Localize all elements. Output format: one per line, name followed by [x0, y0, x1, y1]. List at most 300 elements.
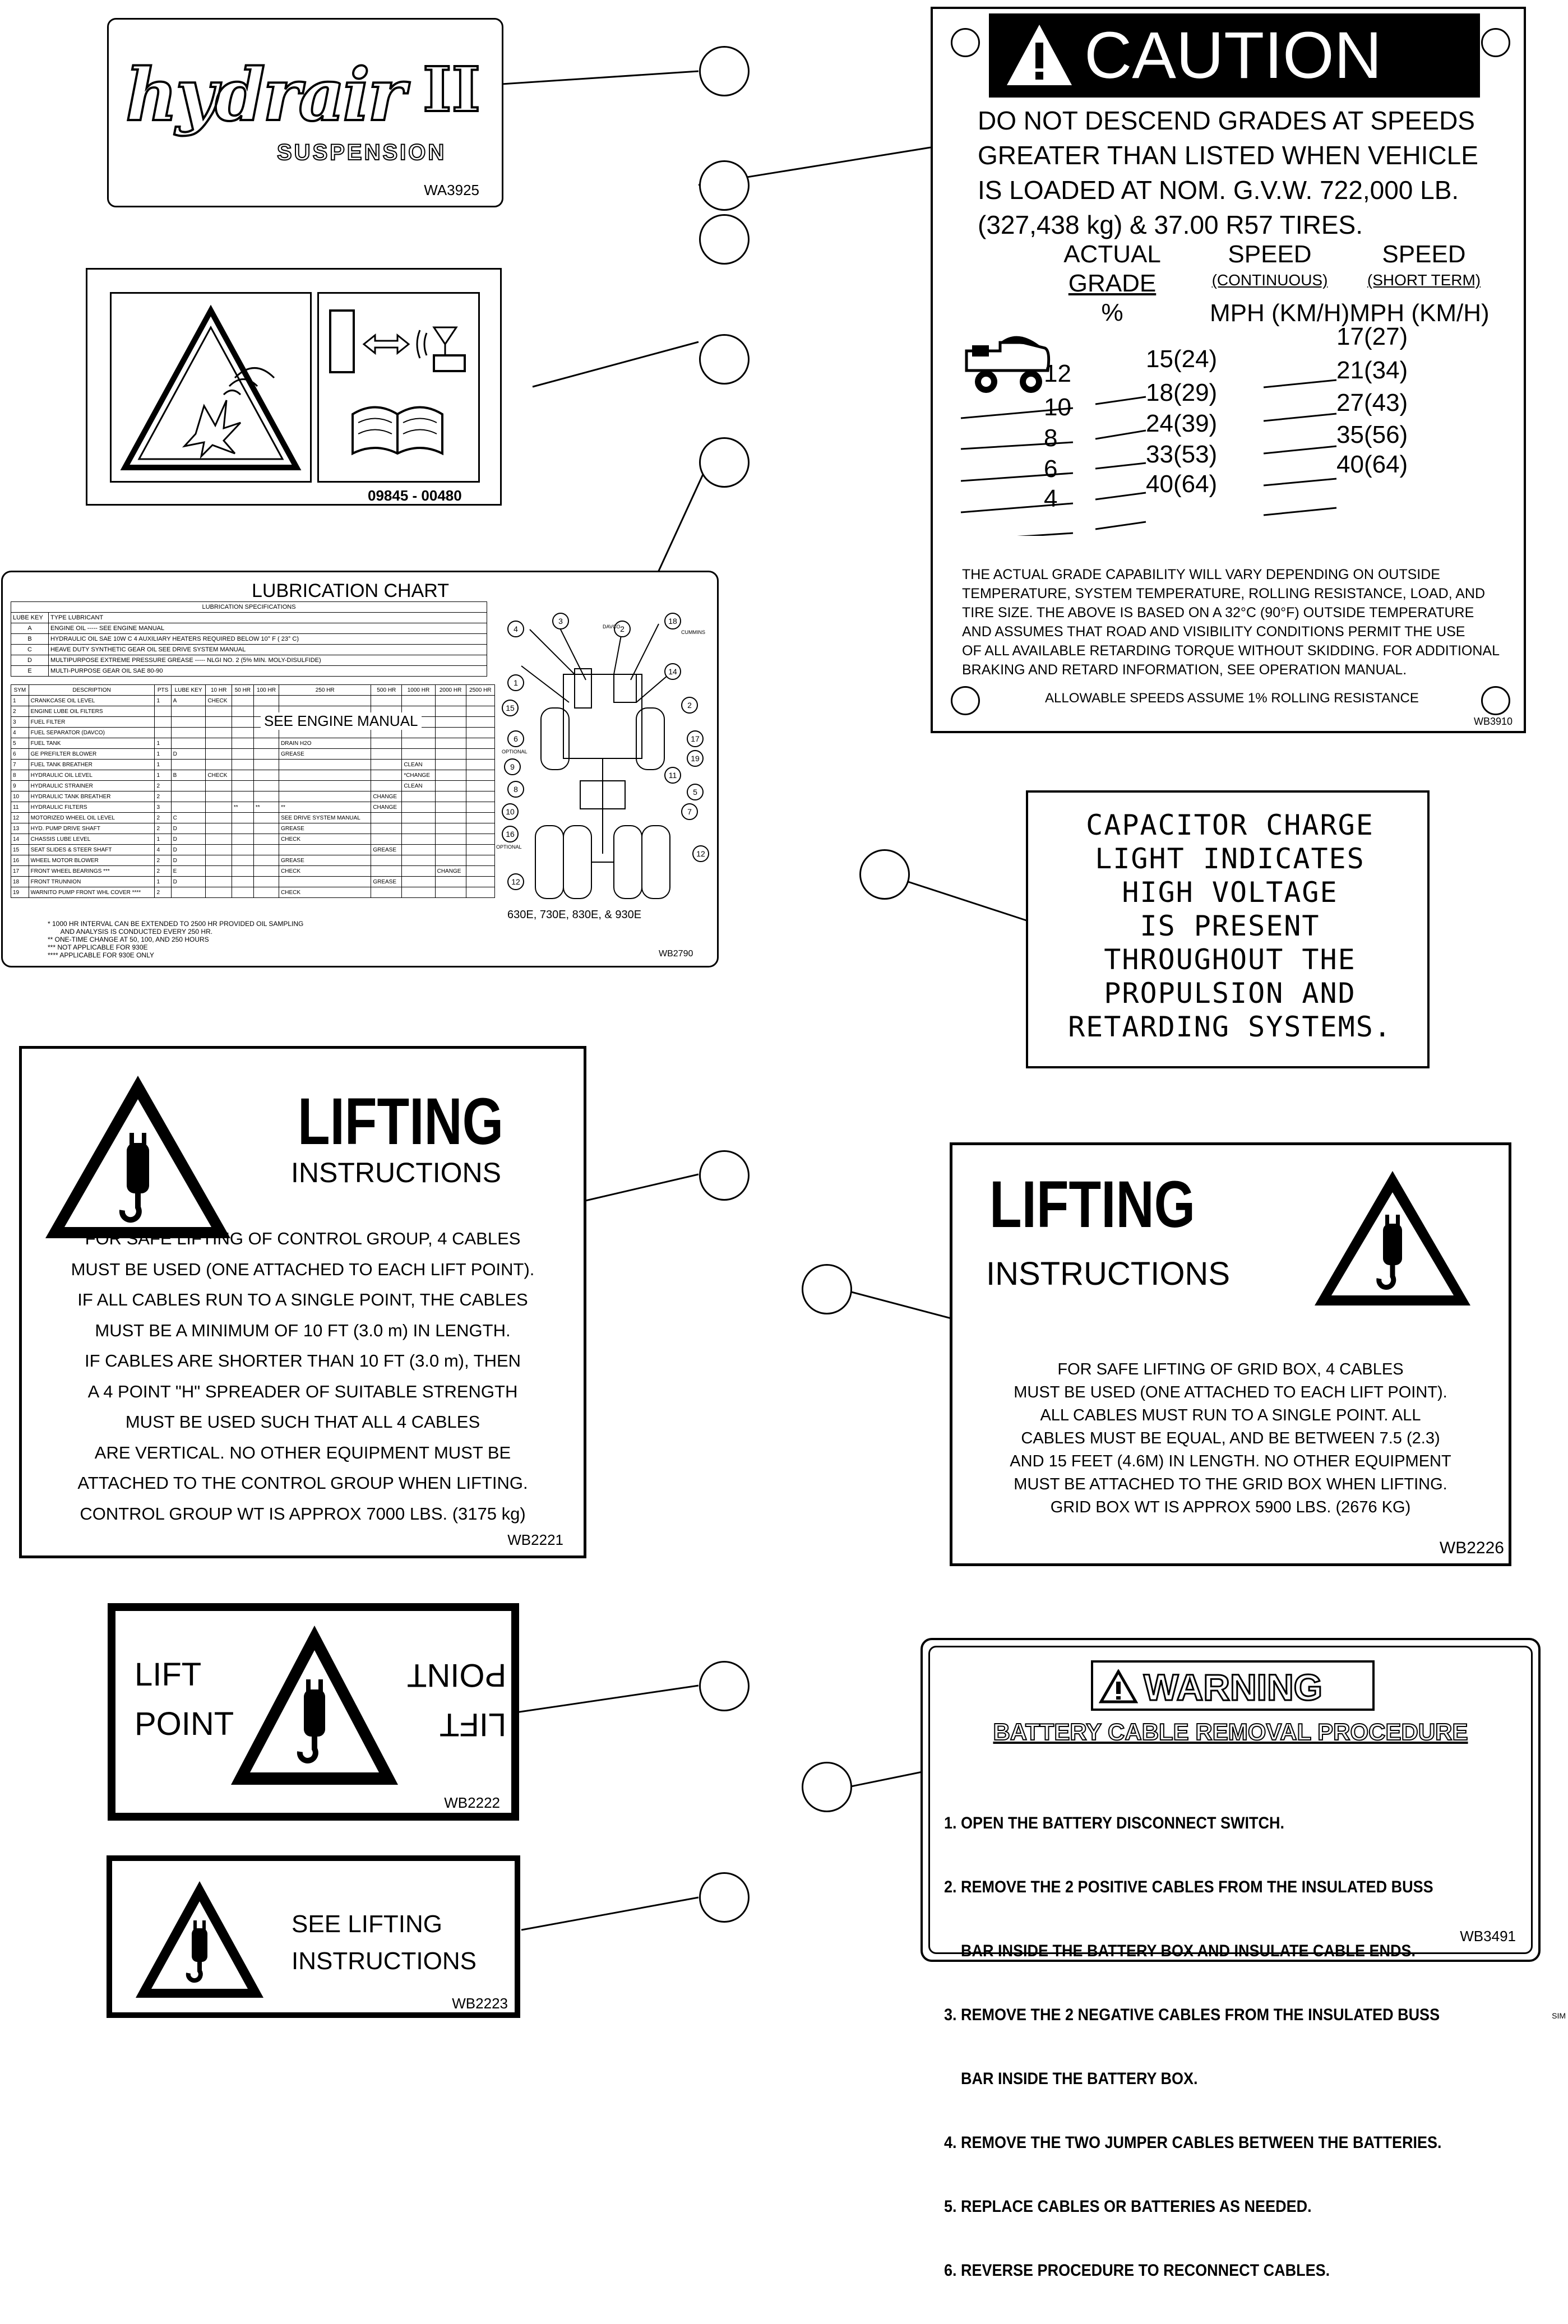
lube-cell	[253, 877, 279, 887]
lube-cell: WARNITO PUMP FRONT WHL COVER ****	[29, 887, 155, 898]
laser-hazard-panel	[110, 292, 312, 483]
lube-cell: 1	[155, 834, 171, 845]
lube-cell	[402, 813, 435, 823]
lube-cell	[232, 738, 253, 749]
lube-col-header: 500 HR	[371, 685, 402, 696]
lube-cell	[206, 855, 232, 866]
lube-cell	[402, 749, 435, 760]
lube-cell	[466, 813, 494, 823]
lube-cell	[371, 770, 402, 781]
lube-cell	[253, 696, 279, 706]
caution-footer: ALLOWABLE SPEEDS ASSUME 1% ROLLING RESISTANCE	[1045, 691, 1419, 706]
lift-point-decal	[108, 1603, 519, 1821]
lube-cell	[206, 802, 232, 813]
capacitor-line: HIGH VOLTAGE	[1122, 876, 1338, 909]
lube-cell: 15	[11, 845, 29, 855]
header-continuous: (CONTINUOUS)	[1211, 271, 1328, 289]
lube-cell	[435, 760, 466, 770]
caution-para-line: BRAKING AND RETARD INFORMATION, SEE OPERATION MANUAL.	[962, 662, 1407, 678]
lube-cell	[435, 738, 466, 749]
lube-cell	[466, 760, 494, 770]
lube-cell	[206, 866, 232, 877]
caution-line: DO NOT DESCEND GRADES AT SPEEDS	[978, 106, 1475, 135]
lube-cell	[232, 845, 253, 855]
lift-word: LIFT	[440, 1706, 507, 1743]
lube-cell: D	[171, 834, 206, 845]
capacitor-line: IS PRESENT	[1140, 910, 1320, 942]
lube-cell: 16	[11, 855, 29, 866]
caution-title: CAUTION	[1084, 18, 1382, 92]
lube-cell: 1	[155, 770, 171, 781]
lube-cell: 17	[11, 866, 29, 877]
lube-cell	[206, 834, 232, 845]
lube-cell: CHECK	[206, 770, 232, 781]
lube-cell: **	[232, 802, 253, 813]
lube-cell: SEAT SLIDES & STEER SHAFT	[29, 845, 155, 855]
lube-cell: CLEAN	[402, 760, 435, 770]
lube-note: ** ONE-TIME CHANGE AT 50, 100, AND 250 HOURS	[48, 936, 209, 943]
lube-cell: A	[171, 696, 206, 706]
lube-point-8: 8	[507, 781, 524, 798]
mount-hole	[951, 686, 980, 715]
lube-cell	[232, 781, 253, 791]
lube-cell	[435, 749, 466, 760]
lube-cell	[466, 866, 494, 877]
lube-cell: 2	[155, 823, 171, 834]
lube-cell: 18	[11, 877, 29, 887]
lube-truck-diagram	[496, 613, 709, 904]
lube-cell: CHANGE	[435, 866, 466, 877]
lube-cell: 19	[11, 887, 29, 898]
spec-key: E	[11, 666, 49, 677]
lube-cell: 10	[11, 791, 29, 802]
lube-cell	[253, 834, 279, 845]
lube-cell	[232, 813, 253, 823]
grade-value: 12	[1044, 360, 1071, 387]
lifting-line: MUST BE USED SUCH THAT ALL 4 CABLES	[125, 1412, 480, 1432]
lube-cell	[402, 834, 435, 845]
lube-cell	[466, 696, 494, 706]
speed-short-term: 17(27)	[1336, 323, 1408, 350]
sheet-code: SIM	[1552, 2011, 1566, 2020]
lube-point-3: 3	[552, 613, 569, 629]
lube-cell: 1	[11, 696, 29, 706]
lube-cell: 2	[155, 855, 171, 866]
lube-cell: 1	[155, 877, 171, 887]
lube-row	[11, 887, 495, 898]
lube-cell: HYDRAULIC STRAINER	[29, 781, 155, 791]
lube-cell	[171, 781, 206, 791]
lube-row	[11, 738, 495, 749]
warning-steps	[944, 1770, 1442, 2324]
point-word: POINT	[407, 1657, 507, 1693]
grade-value: 10	[1044, 393, 1071, 421]
speed-short-term: 27(43)	[1336, 389, 1408, 416]
lube-cell	[435, 791, 466, 802]
lube-cell	[279, 770, 371, 781]
lube-cell	[253, 823, 279, 834]
lube-spec-title: LUBRICATION SPECIFICATIONS	[11, 602, 487, 613]
warning-banner	[1091, 1660, 1375, 1711]
lube-row	[11, 749, 495, 760]
lube-cell	[232, 717, 253, 728]
hydrair-code: WA3925	[424, 182, 479, 198]
capacitor-line: CAPACITOR CHARGE	[1086, 809, 1374, 841]
lube-cell	[171, 760, 206, 770]
lube-cell	[435, 696, 466, 706]
lube-point-14: 14	[664, 663, 681, 680]
caution-grade-speed-decal	[931, 7, 1526, 733]
lube-cell	[206, 791, 232, 802]
lifting-grid-box-decal	[950, 1142, 1511, 1566]
lifting-line: MUST BE USED (ONE ATTACHED TO EACH LIFT POINT).	[71, 1259, 535, 1279]
mount-hole	[1481, 28, 1510, 57]
lube-col-header: 2000 HR	[435, 685, 466, 696]
lube-cell: HYDRAULIC FILTERS	[29, 802, 155, 813]
capacitor-line: LIGHT INDICATES	[1095, 842, 1365, 875]
lube-cell: 2	[155, 791, 171, 802]
lube-cell	[253, 770, 279, 781]
hydrair-brand: hydrair	[126, 53, 404, 137]
lube-cell	[279, 791, 371, 802]
lube-row	[11, 781, 495, 791]
lube-cell: GREASE	[371, 845, 402, 855]
caution-line: IS LOADED AT NOM. G.V.W. 722,000 LB.	[978, 175, 1459, 205]
lube-cell	[371, 696, 402, 706]
lube-cell: 13	[11, 823, 29, 834]
lube-cell	[402, 845, 435, 855]
lube-cell	[466, 791, 494, 802]
spec-header: LUBE KEY	[11, 613, 49, 623]
hydrair-subtitle: SUSPENSION	[277, 140, 447, 165]
lube-cell	[232, 760, 253, 770]
spec-key: A	[11, 623, 49, 634]
lube-cell: SEE DRIVE SYSTEM MANUAL	[279, 813, 371, 823]
lube-cell: FUEL FILTER	[29, 717, 155, 728]
lifting-hook-triangle-icon	[228, 1622, 401, 1790]
lube-code: WB2790	[659, 949, 693, 959]
spec-header: TYPE LUBRICANT	[49, 613, 487, 623]
lube-row	[11, 834, 495, 845]
capacitor-text	[1028, 808, 1432, 1044]
lube-row	[11, 855, 495, 866]
lube-row	[11, 760, 495, 770]
warning-triangle-icon	[1005, 22, 1074, 87]
see-lifting-line: INSTRUCTIONS	[292, 1947, 477, 1975]
warning-title: WARNING	[1144, 1666, 1322, 1708]
caution-para-line: TEMPERATURE, SYSTEM TEMPERATURE, ROLLING RESISTANCE, LOAD, AND	[962, 586, 1486, 601]
lube-cell: 1	[155, 696, 171, 706]
diagram-label-optional: OPTIONAL	[496, 844, 522, 850]
diagram-label-optional: OPTIONAL	[502, 749, 528, 754]
lube-cell	[371, 813, 402, 823]
lube-cell: FRONT TRUNNION	[29, 877, 155, 887]
caution-paragraph	[962, 565, 1500, 679]
lube-cell	[279, 845, 371, 855]
speed-continuous: 33(53)	[1146, 441, 1218, 468]
lube-col-header: 10 HR	[206, 685, 232, 696]
lube-cell	[435, 813, 466, 823]
lube-spec-table	[11, 601, 487, 677]
lube-cell	[279, 877, 371, 887]
lifting-hook-triangle-icon	[132, 1878, 267, 2001]
lube-cell	[466, 802, 494, 813]
warning-step: BAR INSIDE THE BATTERY BOX AND INSULATE CABLE ENDS.	[944, 1942, 1416, 1960]
lubrication-chart-decal	[1, 571, 719, 967]
lube-col-header: SYM	[11, 685, 29, 696]
lube-see-engine: SEE ENGINE MANUAL	[261, 712, 422, 730]
lube-models: 630E, 730E, 830E, & 930E	[507, 909, 642, 921]
lube-cell	[206, 717, 232, 728]
speed-short-term: 40(64)	[1336, 451, 1408, 478]
lube-cell	[155, 728, 171, 738]
spec-type: MULTI-PURPOSE GEAR OIL SAE 80-90	[49, 666, 487, 677]
lube-cell	[253, 738, 279, 749]
lube-cell	[171, 738, 206, 749]
lube-cell	[466, 749, 494, 760]
callout-circle	[699, 160, 750, 211]
lube-point-4: 4	[507, 621, 524, 637]
lift-point-code: WB2222	[444, 1794, 500, 1811]
lube-cell	[279, 760, 371, 770]
lube-cell	[206, 813, 232, 823]
lube-notes	[48, 920, 303, 959]
lube-cell	[371, 749, 402, 760]
speed-continuous: 15(24)	[1146, 345, 1218, 373]
callout-circle	[859, 849, 910, 900]
lube-cell	[253, 760, 279, 770]
lube-col-header: 250 HR	[279, 685, 371, 696]
see-lifting-code: WB2223	[452, 1995, 508, 2012]
lube-cell: C	[171, 813, 206, 823]
lube-col-header: 100 HR	[253, 685, 279, 696]
lifting-line: CABLES MUST BE EQUAL, AND BE BETWEEN 7.5 (2.3)	[1021, 1429, 1440, 1447]
lube-cell	[435, 887, 466, 898]
lube-cell	[435, 802, 466, 813]
lube-point-12b: 12	[507, 873, 524, 890]
lube-cell	[155, 706, 171, 717]
lube-cell: GREASE	[279, 823, 371, 834]
lube-cell	[402, 791, 435, 802]
lube-cell	[253, 887, 279, 898]
lube-cell	[371, 866, 402, 877]
lube-cell: FUEL TANK	[29, 738, 155, 749]
lube-cell	[206, 781, 232, 791]
lube-col-header: LUBE KEY	[171, 685, 206, 696]
spec-type: ENGINE OIL ----- SEE ENGINE MANUAL	[49, 623, 487, 634]
lube-cell	[435, 728, 466, 738]
lube-col-header: 1000 HR	[402, 685, 435, 696]
lube-cell: 2	[155, 781, 171, 791]
lube-cell: 5	[11, 738, 29, 749]
caution-code: WB3910	[1473, 716, 1513, 727]
header-unit: MPH (KM/H)	[1210, 299, 1350, 327]
lube-row	[11, 866, 495, 877]
header-actual: ACTUAL	[1063, 240, 1161, 268]
header-grade: GRADE	[1068, 270, 1157, 297]
callout-circle	[699, 46, 750, 96]
lube-cell	[466, 717, 494, 728]
lifting-subtitle: INSTRUCTIONS	[986, 1256, 1230, 1292]
lube-cell	[232, 866, 253, 877]
lifting-grid-code: WB2226	[1439, 1539, 1504, 1557]
lube-cell: 2	[155, 866, 171, 877]
lube-cell	[232, 855, 253, 866]
lube-cell	[466, 770, 494, 781]
spec-key: D	[11, 655, 49, 666]
lube-cell	[279, 696, 371, 706]
lube-cell	[435, 706, 466, 717]
lifting-text	[22, 1224, 584, 1529]
spec-key: C	[11, 645, 49, 655]
lube-cell: CHECK	[279, 866, 371, 877]
lube-cell: 9	[11, 781, 29, 791]
lube-cell	[253, 866, 279, 877]
lube-point-9: 9	[504, 758, 521, 775]
capacitor-line: PROPULSION AND	[1104, 977, 1356, 1010]
lube-point-5: 5	[687, 784, 704, 800]
lube-cell	[466, 738, 494, 749]
lube-cell	[253, 781, 279, 791]
callout-circle	[699, 1661, 750, 1711]
lube-cell	[171, 791, 206, 802]
lube-cell	[371, 760, 402, 770]
callout-circle	[699, 437, 750, 488]
lifting-line: IF ALL CABLES RUN TO A SINGLE POINT, THE CABLES	[77, 1290, 528, 1309]
see-lifting-text	[292, 1906, 477, 1980]
lube-cell	[435, 717, 466, 728]
spec-type: MULTIPURPOSE EXTREME PRESSURE GREASE ----- NLGI NO. 2 (5% MIN. MOLY-DISULFIDE)	[49, 655, 487, 666]
lube-cell: WHEEL MOTOR BLOWER	[29, 855, 155, 866]
lube-point-11: 11	[664, 767, 681, 784]
lube-note: * 1000 HR INTERVAL CAN BE EXTENDED TO 2500 HR PROVIDED OIL SAMPLING	[48, 920, 304, 928]
lube-col-header: 50 HR	[232, 685, 253, 696]
lube-cell	[466, 887, 494, 898]
lube-col-header: DESCRIPTION	[29, 685, 155, 696]
laser-code: 09845 - 00480	[368, 487, 462, 504]
warning-step: 5. REPLACE CABLES OR BATTERIES AS NEEDED.	[944, 2197, 1312, 2216]
lube-col-header: 2500 HR	[466, 685, 494, 696]
lube-cell	[253, 855, 279, 866]
lube-cell	[171, 717, 206, 728]
spec-type: HEAVE DUTY SYNTHETIC GEAR OIL SEE DRIVE SYSTEM MANUAL	[49, 645, 487, 655]
lube-cell	[435, 781, 466, 791]
lube-cell: GREASE	[279, 749, 371, 760]
lube-cell	[206, 749, 232, 760]
diagram-label-cummins: CUMMINS	[681, 629, 705, 635]
lube-cell	[466, 706, 494, 717]
lube-cell	[171, 802, 206, 813]
lube-row	[11, 791, 495, 802]
lube-cell: D	[171, 823, 206, 834]
lube-point-7: 7	[681, 803, 698, 820]
lube-cell: D	[171, 749, 206, 760]
capacitor-line: RETARDING SYSTEMS.	[1068, 1011, 1392, 1043]
lube-cell	[171, 706, 206, 717]
speed-short-term: 35(56)	[1336, 421, 1408, 448]
caution-para-line: THE ACTUAL GRADE CAPABILITY WILL VARY DEPENDING ON OUTSIDE	[962, 567, 1440, 582]
capacitor-line: THROUGHOUT THE	[1104, 943, 1356, 976]
lube-cell	[232, 887, 253, 898]
lube-cell: 14	[11, 834, 29, 845]
lube-cell	[371, 823, 402, 834]
lube-cell	[402, 696, 435, 706]
see-lifting-line: SEE LIFTING	[292, 1910, 442, 1938]
lube-note: AND ANALYSIS IS CONDUCTED EVERY 250 HR.	[48, 928, 213, 936]
lube-row	[11, 813, 495, 823]
lube-cell: HYD. PUMP DRIVE SHAFT	[29, 823, 155, 834]
lube-cell: 11	[11, 802, 29, 813]
lube-cell: D	[171, 845, 206, 855]
lube-cell	[371, 781, 402, 791]
speed-continuous: 18(29)	[1146, 379, 1218, 406]
caution-statement	[978, 103, 1478, 242]
lube-cell	[253, 749, 279, 760]
lube-point-2b: 2	[681, 697, 698, 714]
lube-cell	[155, 717, 171, 728]
lube-cell: 4	[11, 728, 29, 738]
lube-cell: FRONT WHEEL BEARINGS ***	[29, 866, 155, 877]
lube-point-10: 10	[502, 803, 519, 820]
warning-step: 6. REVERSE PROCEDURE TO RECONNECT CABLES.	[944, 2261, 1330, 2280]
col-speed-continuous	[1205, 240, 1334, 291]
lift-point-text-left	[135, 1650, 234, 1749]
col-speed-short	[1357, 240, 1491, 291]
lifting-control-code: WB2221	[507, 1531, 563, 1548]
lube-point-16: 16	[502, 826, 519, 842]
lube-cell	[279, 781, 371, 791]
lube-cell: 12	[11, 813, 29, 823]
lube-cell	[402, 887, 435, 898]
lube-schedule-table	[11, 684, 495, 898]
lube-cell	[206, 706, 232, 717]
lube-cell	[435, 855, 466, 866]
lifting-text	[952, 1358, 1509, 1519]
lube-cell	[171, 887, 206, 898]
lifting-line: CONTROL GROUP WT IS APPROX 7000 LBS. (3175 kg)	[80, 1503, 526, 1524]
lube-point-18: 18	[664, 613, 681, 629]
lube-row	[11, 696, 495, 706]
warning-triangle-icon	[1099, 1669, 1138, 1704]
lube-cell	[435, 834, 466, 845]
lube-cell	[402, 802, 435, 813]
lube-cell	[206, 887, 232, 898]
lube-cell: 3	[155, 802, 171, 813]
spec-key: B	[11, 634, 49, 645]
lube-row	[11, 802, 495, 813]
lift-point-text-right	[407, 1650, 506, 1749]
lube-cell: CHANGE	[371, 802, 402, 813]
lube-cell	[371, 738, 402, 749]
lube-cell: GREASE	[371, 877, 402, 887]
lube-cell: FUEL SEPARATOR (DAVCO)	[29, 728, 155, 738]
header-short-term: (SHORT TERM)	[1367, 271, 1481, 289]
lube-row	[11, 823, 495, 834]
grade-value: 8	[1044, 424, 1058, 452]
lube-cell	[371, 887, 402, 898]
lube-cell: MOTORIZED WHEEL OIL LEVEL	[29, 813, 155, 823]
callout-circle	[699, 1150, 750, 1201]
lifting-hook-triangle-icon	[40, 1070, 236, 1244]
lube-point-2: 2	[614, 621, 631, 637]
caution-line: GREATER THAN LISTED WHEN VEHICLE	[978, 141, 1478, 170]
truck-topview-icon	[496, 613, 709, 904]
caution-para-line: AND ASSUMES THAT ROAD AND VISIBILITY CONDITIONS PERMIT THE USE	[962, 624, 1465, 640]
grade-value: 4	[1044, 485, 1058, 512]
lube-cell: **	[253, 802, 279, 813]
callout-circle	[699, 334, 750, 385]
hydrair-model: II	[423, 53, 480, 126]
